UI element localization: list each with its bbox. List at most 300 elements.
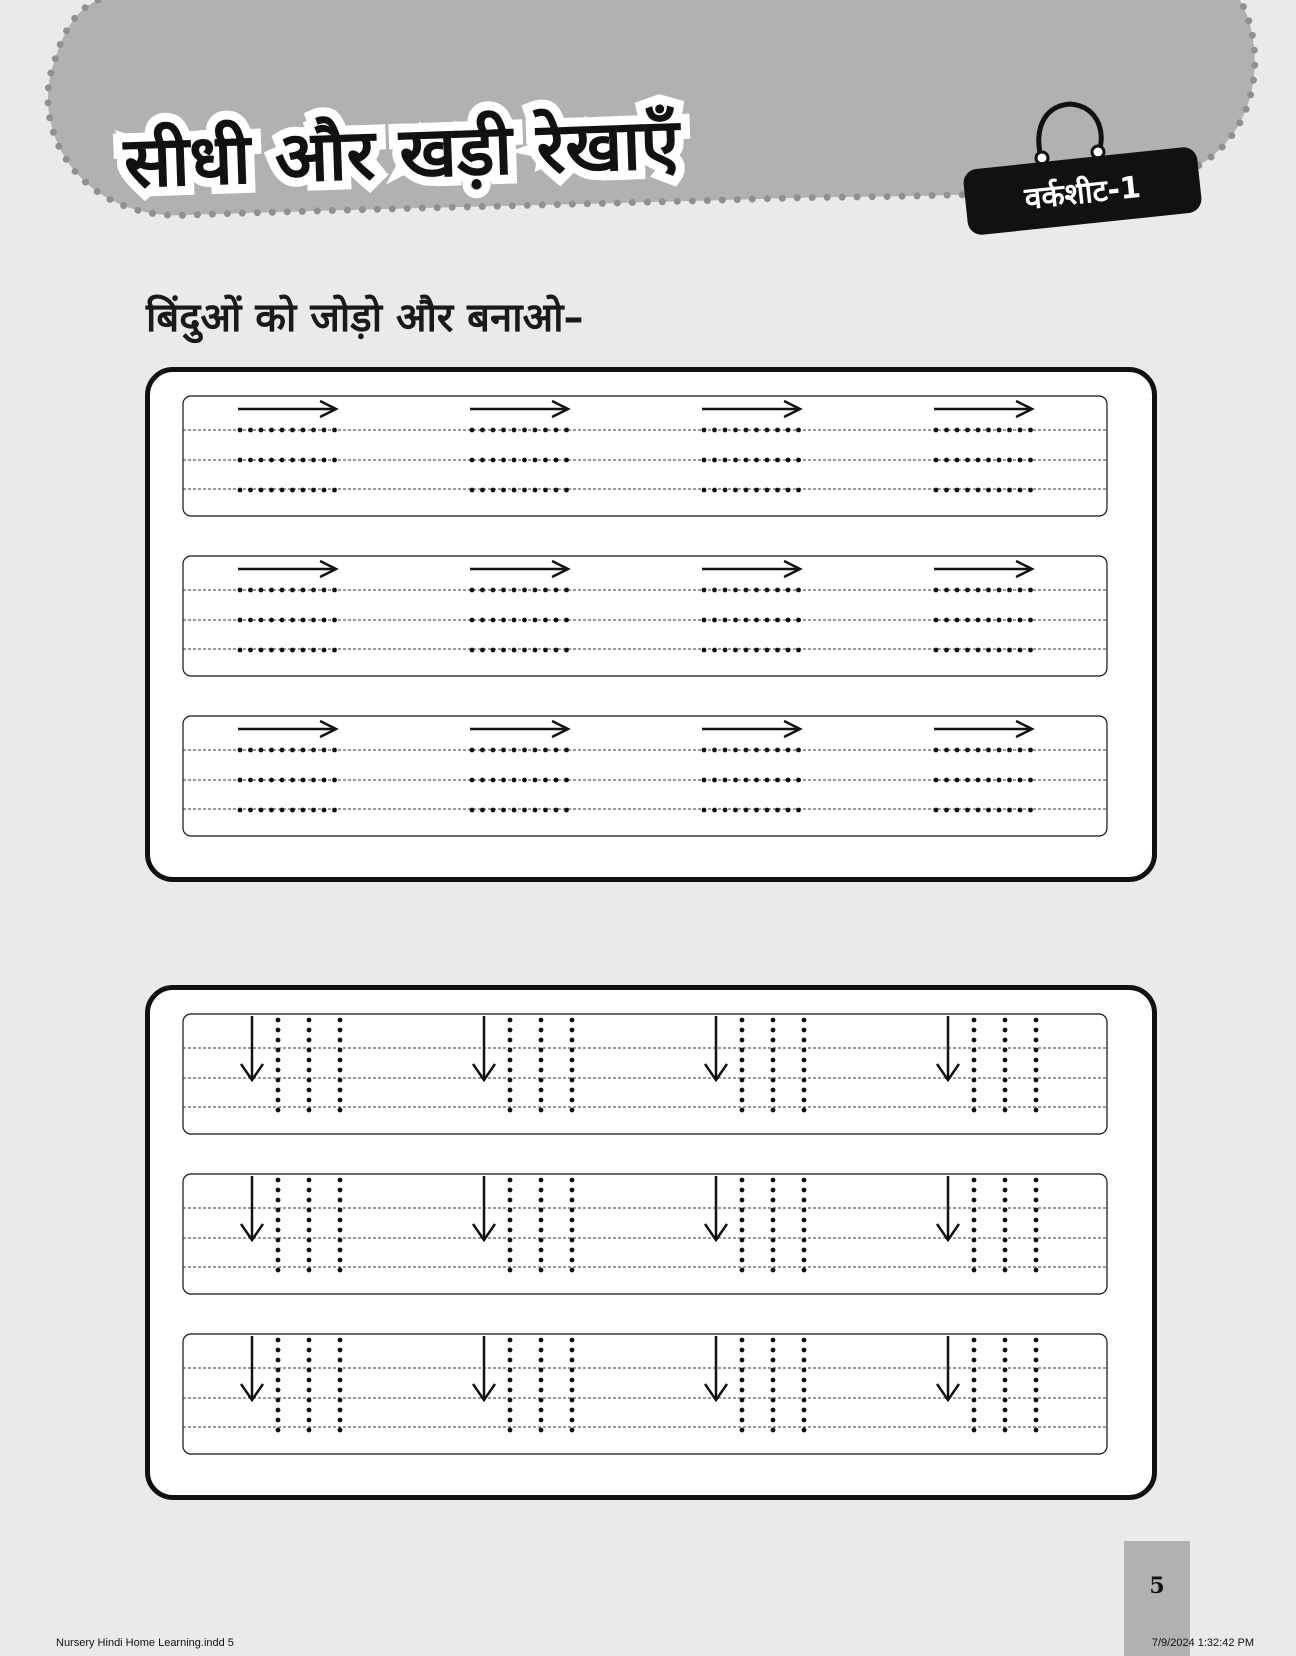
- trace-dot: [307, 1428, 312, 1433]
- trace-dot: [972, 1368, 977, 1373]
- trace-dot: [280, 428, 285, 433]
- trace-dot: [491, 488, 496, 493]
- trace-dot: [1003, 1358, 1008, 1363]
- trace-dot: [307, 1098, 312, 1103]
- trace-dot: [955, 588, 960, 593]
- trace-dot: [543, 618, 548, 623]
- trace-dot: [740, 1098, 745, 1103]
- trace-dot: [570, 1048, 575, 1053]
- trace-dot: [1003, 1018, 1008, 1023]
- trace-dot: [802, 1248, 807, 1253]
- trace-dot: [311, 458, 316, 463]
- trace-dot: [965, 808, 970, 813]
- trace-dot: [508, 1418, 513, 1423]
- trace-dot: [238, 488, 243, 493]
- trace-dot: [543, 588, 548, 593]
- trace-dot: [543, 458, 548, 463]
- trace-dot: [338, 1208, 343, 1213]
- trace-dot: [491, 748, 496, 753]
- trace-dot: [986, 458, 991, 463]
- trace-dot: [1034, 1258, 1039, 1263]
- trace-dot: [976, 588, 981, 593]
- trace-dot: [508, 1078, 513, 1083]
- trace-dot: [740, 1248, 745, 1253]
- trace-dot: [1028, 748, 1033, 753]
- trace-dot: [1034, 1028, 1039, 1033]
- trace-dot: [775, 808, 780, 813]
- trace-dot: [702, 618, 707, 623]
- trace-dot: [570, 1018, 575, 1023]
- trace-dot: [744, 588, 749, 593]
- trace-dot: [290, 588, 295, 593]
- trace-dot: [470, 488, 475, 493]
- trace-dot: [533, 618, 538, 623]
- trace-dot: [338, 1218, 343, 1223]
- trace-dot: [570, 1258, 575, 1263]
- trace-dot: [771, 1038, 776, 1043]
- trace-dot: [802, 1418, 807, 1423]
- trace-dot: [508, 1028, 513, 1033]
- trace-dot: [997, 428, 1002, 433]
- trace-dot: [1034, 1198, 1039, 1203]
- trace-dot: [796, 588, 801, 593]
- trace-dot: [338, 1338, 343, 1343]
- trace-dot: [276, 1078, 281, 1083]
- trace-dot: [972, 1188, 977, 1193]
- trace-dot: [972, 1388, 977, 1393]
- trace-dot: [1003, 1418, 1008, 1423]
- trace-dot: [570, 1238, 575, 1243]
- trace-dot: [702, 778, 707, 783]
- trace-dot: [1018, 588, 1023, 593]
- trace-dot: [307, 1188, 312, 1193]
- trace-dot: [712, 488, 717, 493]
- trace-dot: [1007, 428, 1012, 433]
- trace-dot: [501, 588, 506, 593]
- trace-dot: [570, 1038, 575, 1043]
- trace-dot: [944, 588, 949, 593]
- trace-dot: [972, 1058, 977, 1063]
- trace-dot: [1034, 1018, 1039, 1023]
- trace-dot: [1003, 1248, 1008, 1253]
- trace-dot: [944, 618, 949, 623]
- trace-dot: [554, 648, 559, 653]
- trace-dot: [539, 1358, 544, 1363]
- trace-dot: [259, 808, 264, 813]
- trace-dot: [986, 488, 991, 493]
- trace-dot: [508, 1398, 513, 1403]
- trace-dot: [754, 618, 759, 623]
- trace-dot: [740, 1048, 745, 1053]
- trace-dot: [1034, 1428, 1039, 1433]
- trace-dot: [955, 748, 960, 753]
- trace-dot: [1034, 1068, 1039, 1073]
- trace-dot: [771, 1358, 776, 1363]
- trace-dot: [754, 488, 759, 493]
- trace-dot: [554, 778, 559, 783]
- trace-dot: [997, 748, 1002, 753]
- trace-dot: [786, 488, 791, 493]
- trace-dot: [1003, 1088, 1008, 1093]
- trace-dot: [311, 488, 316, 493]
- trace-dot: [522, 458, 527, 463]
- trace-dot: [338, 1198, 343, 1203]
- trace-dot: [470, 778, 475, 783]
- trace-dot: [934, 778, 939, 783]
- trace-dot: [972, 1408, 977, 1413]
- trace-dot: [765, 428, 770, 433]
- trace-dot: [280, 648, 285, 653]
- trace-dot: [802, 1378, 807, 1383]
- trace-dot: [501, 618, 506, 623]
- trace-dot: [733, 488, 738, 493]
- trace-dot: [269, 648, 274, 653]
- trace-dot: [765, 808, 770, 813]
- trace-dot: [539, 1068, 544, 1073]
- trace-dot: [332, 618, 337, 623]
- trace-dot: [997, 778, 1002, 783]
- trace-dot: [702, 748, 707, 753]
- trace-dot: [280, 808, 285, 813]
- trace-dot: [1028, 588, 1033, 593]
- trace-dot: [248, 428, 253, 433]
- trace-dot: [276, 1358, 281, 1363]
- trace-dot: [322, 428, 327, 433]
- trace-dot: [307, 1048, 312, 1053]
- trace-dot: [1003, 1388, 1008, 1393]
- horizontal-tracing-area[interactable]: [150, 372, 1152, 877]
- trace-dot: [986, 748, 991, 753]
- trace-dot: [955, 488, 960, 493]
- trace-dot: [539, 1368, 544, 1373]
- trace-dot: [740, 1028, 745, 1033]
- trace-dot: [539, 1408, 544, 1413]
- trace-dot: [539, 1428, 544, 1433]
- trace-dot: [570, 1268, 575, 1273]
- trace-dot: [1034, 1388, 1039, 1393]
- trace-dot: [740, 1038, 745, 1043]
- trace-dot: [508, 1018, 513, 1023]
- trace-dot: [1018, 778, 1023, 783]
- trace-dot: [554, 618, 559, 623]
- trace-dot: [1003, 1188, 1008, 1193]
- trace-dot: [802, 1188, 807, 1193]
- trace-dot: [740, 1368, 745, 1373]
- trace-dot: [508, 1048, 513, 1053]
- trace-dot: [338, 1268, 343, 1273]
- trace-dot: [1003, 1268, 1008, 1273]
- trace-dot: [1003, 1198, 1008, 1203]
- trace-dot: [1003, 1038, 1008, 1043]
- trace-dot: [740, 1198, 745, 1203]
- trace-dot: [771, 1338, 776, 1343]
- trace-dot: [307, 1338, 312, 1343]
- trace-dot: [786, 618, 791, 623]
- trace-dot: [322, 488, 327, 493]
- trace-dot: [248, 458, 253, 463]
- trace-dot: [744, 808, 749, 813]
- trace-dot: [248, 648, 253, 653]
- trace-dot: [972, 1218, 977, 1223]
- trace-dot: [771, 1258, 776, 1263]
- trace-dot: [771, 1058, 776, 1063]
- trace-dot: [765, 778, 770, 783]
- trace-dot: [491, 778, 496, 783]
- trace-dot: [733, 458, 738, 463]
- trace-dot: [539, 1108, 544, 1113]
- trace-dot: [771, 1178, 776, 1183]
- trace-dot: [564, 458, 569, 463]
- trace-dot: [712, 748, 717, 753]
- trace-dot: [501, 778, 506, 783]
- trace-dot: [269, 748, 274, 753]
- trace-dot: [986, 428, 991, 433]
- trace-dot: [543, 428, 548, 433]
- trace-dot: [248, 488, 253, 493]
- trace-dot: [1018, 458, 1023, 463]
- trace-dot: [508, 1348, 513, 1353]
- trace-dot: [491, 458, 496, 463]
- trace-dot: [543, 488, 548, 493]
- trace-dot: [276, 1258, 281, 1263]
- trace-dot: [1003, 1378, 1008, 1383]
- trace-dot: [740, 1338, 745, 1343]
- trace-dot: [543, 748, 548, 753]
- trace-dot: [744, 648, 749, 653]
- trace-dot: [322, 588, 327, 593]
- trace-dot: [501, 458, 506, 463]
- trace-dot: [570, 1228, 575, 1233]
- trace-dot: [539, 1088, 544, 1093]
- trace-dot: [1034, 1208, 1039, 1213]
- trace-dot: [290, 618, 295, 623]
- horizontal-lines-panel: [145, 367, 1157, 882]
- trace-dot: [771, 1428, 776, 1433]
- trace-dot: [802, 1368, 807, 1373]
- vertical-tracing-area[interactable]: [150, 990, 1152, 1495]
- trace-dot: [775, 458, 780, 463]
- trace-dot: [332, 588, 337, 593]
- trace-dot: [934, 488, 939, 493]
- trace-dot: [802, 1108, 807, 1113]
- trace-dot: [712, 648, 717, 653]
- trace-dot: [771, 1108, 776, 1113]
- trace-dot: [338, 1058, 343, 1063]
- trace-dot: [508, 1198, 513, 1203]
- footer-timestamp: 7/9/2024 1:32:42 PM: [1151, 1637, 1254, 1649]
- trace-dot: [944, 778, 949, 783]
- trace-dot: [1034, 1098, 1039, 1103]
- trace-dot: [338, 1248, 343, 1253]
- trace-dot: [702, 588, 707, 593]
- trace-dot: [276, 1188, 281, 1193]
- trace-dot: [276, 1268, 281, 1273]
- trace-dot: [332, 808, 337, 813]
- trace-dot: [470, 748, 475, 753]
- trace-dot: [1034, 1038, 1039, 1043]
- trace-dot: [269, 428, 274, 433]
- trace-dot: [765, 618, 770, 623]
- trace-dot: [1028, 428, 1033, 433]
- trace-dot: [976, 808, 981, 813]
- vertical-lines-panel: [145, 985, 1157, 1500]
- trace-dot: [276, 1338, 281, 1343]
- trace-dot: [702, 458, 707, 463]
- trace-dot: [508, 1058, 513, 1063]
- trace-dot: [570, 1178, 575, 1183]
- trace-dot: [965, 748, 970, 753]
- trace-dot: [796, 808, 801, 813]
- trace-dot: [276, 1048, 281, 1053]
- trace-dot: [1034, 1188, 1039, 1193]
- trace-dot: [771, 1048, 776, 1053]
- tracing-strip: [183, 1174, 1107, 1294]
- trace-dot: [965, 428, 970, 433]
- trace-dot: [802, 1038, 807, 1043]
- trace-dot: [1003, 1058, 1008, 1063]
- trace-dot: [740, 1178, 745, 1183]
- trace-dot: [276, 1178, 281, 1183]
- trace-dot: [972, 1198, 977, 1203]
- trace-dot: [1018, 808, 1023, 813]
- trace-dot: [307, 1108, 312, 1113]
- trace-dot: [802, 1268, 807, 1273]
- trace-dot: [775, 488, 780, 493]
- trace-dot: [570, 1108, 575, 1113]
- trace-dot: [248, 778, 253, 783]
- trace-dot: [754, 648, 759, 653]
- trace-dot: [976, 458, 981, 463]
- trace-dot: [332, 488, 337, 493]
- trace-dot: [723, 648, 728, 653]
- trace-dot: [570, 1208, 575, 1213]
- trace-dot: [480, 808, 485, 813]
- trace-dot: [522, 748, 527, 753]
- trace-dot: [1003, 1368, 1008, 1373]
- trace-dot: [1018, 428, 1023, 433]
- trace-dot: [238, 748, 243, 753]
- trace-dot: [290, 428, 295, 433]
- trace-dot: [508, 1038, 513, 1043]
- trace-dot: [771, 1198, 776, 1203]
- trace-dot: [276, 1028, 281, 1033]
- trace-dot: [570, 1088, 575, 1093]
- trace-dot: [934, 648, 939, 653]
- trace-dot: [338, 1028, 343, 1033]
- trace-dot: [238, 588, 243, 593]
- trace-dot: [972, 1348, 977, 1353]
- trace-dot: [765, 588, 770, 593]
- trace-dot: [508, 1068, 513, 1073]
- trace-dot: [554, 588, 559, 593]
- trace-dot: [564, 588, 569, 593]
- trace-dot: [786, 808, 791, 813]
- trace-dot: [802, 1178, 807, 1183]
- trace-dot: [307, 1228, 312, 1233]
- trace-dot: [554, 748, 559, 753]
- trace-dot: [765, 488, 770, 493]
- trace-dot: [740, 1228, 745, 1233]
- trace-dot: [501, 428, 506, 433]
- trace-dot: [740, 1018, 745, 1023]
- trace-dot: [1028, 808, 1033, 813]
- trace-dot: [775, 428, 780, 433]
- trace-dot: [1003, 1178, 1008, 1183]
- trace-dot: [740, 1378, 745, 1383]
- trace-dot: [522, 428, 527, 433]
- trace-dot: [1034, 1348, 1039, 1353]
- trace-dot: [539, 1098, 544, 1103]
- trace-dot: [570, 1388, 575, 1393]
- trace-dot: [740, 1208, 745, 1213]
- trace-dot: [533, 778, 538, 783]
- trace-dot: [259, 648, 264, 653]
- trace-dot: [786, 648, 791, 653]
- trace-dot: [972, 1028, 977, 1033]
- trace-dot: [972, 1078, 977, 1083]
- trace-dot: [802, 1428, 807, 1433]
- trace-dot: [1007, 748, 1012, 753]
- trace-dot: [522, 778, 527, 783]
- trace-dot: [1018, 618, 1023, 623]
- trace-dot: [771, 1238, 776, 1243]
- trace-dot: [765, 648, 770, 653]
- trace-dot: [554, 458, 559, 463]
- trace-dot: [740, 1418, 745, 1423]
- trace-dot: [338, 1408, 343, 1413]
- trace-dot: [934, 748, 939, 753]
- trace-dot: [740, 1058, 745, 1063]
- trace-dot: [955, 808, 960, 813]
- trace-dot: [986, 648, 991, 653]
- trace-dot: [338, 1068, 343, 1073]
- trace-dot: [269, 458, 274, 463]
- trace-dot: [965, 488, 970, 493]
- trace-dot: [1034, 1088, 1039, 1093]
- trace-dot: [259, 748, 264, 753]
- trace-dot: [276, 1068, 281, 1073]
- trace-dot: [771, 1068, 776, 1073]
- trace-dot: [570, 1058, 575, 1063]
- trace-dot: [338, 1398, 343, 1403]
- trace-dot: [508, 1218, 513, 1223]
- trace-dot: [934, 428, 939, 433]
- trace-dot: [311, 588, 316, 593]
- trace-dot: [733, 648, 738, 653]
- trace-dot: [972, 1398, 977, 1403]
- trace-dot: [564, 748, 569, 753]
- trace-dot: [972, 1338, 977, 1343]
- trace-dot: [733, 588, 738, 593]
- trace-dot: [934, 618, 939, 623]
- trace-dot: [322, 458, 327, 463]
- trace-dot: [1028, 618, 1033, 623]
- trace-dot: [796, 618, 801, 623]
- trace-dot: [276, 1418, 281, 1423]
- trace-dot: [712, 428, 717, 433]
- trace-dot: [1003, 1068, 1008, 1073]
- worksheet-tag-label: वर्कशीट-1: [1023, 169, 1143, 217]
- trace-dot: [501, 648, 506, 653]
- instruction-text: बिंदुओं को जोड़ो और बनाओ–: [146, 295, 584, 341]
- trace-dot: [290, 808, 295, 813]
- trace-dot: [338, 1378, 343, 1383]
- trace-dot: [338, 1238, 343, 1243]
- trace-dot: [723, 488, 728, 493]
- trace-dot: [554, 808, 559, 813]
- trace-dot: [944, 808, 949, 813]
- trace-dot: [712, 588, 717, 593]
